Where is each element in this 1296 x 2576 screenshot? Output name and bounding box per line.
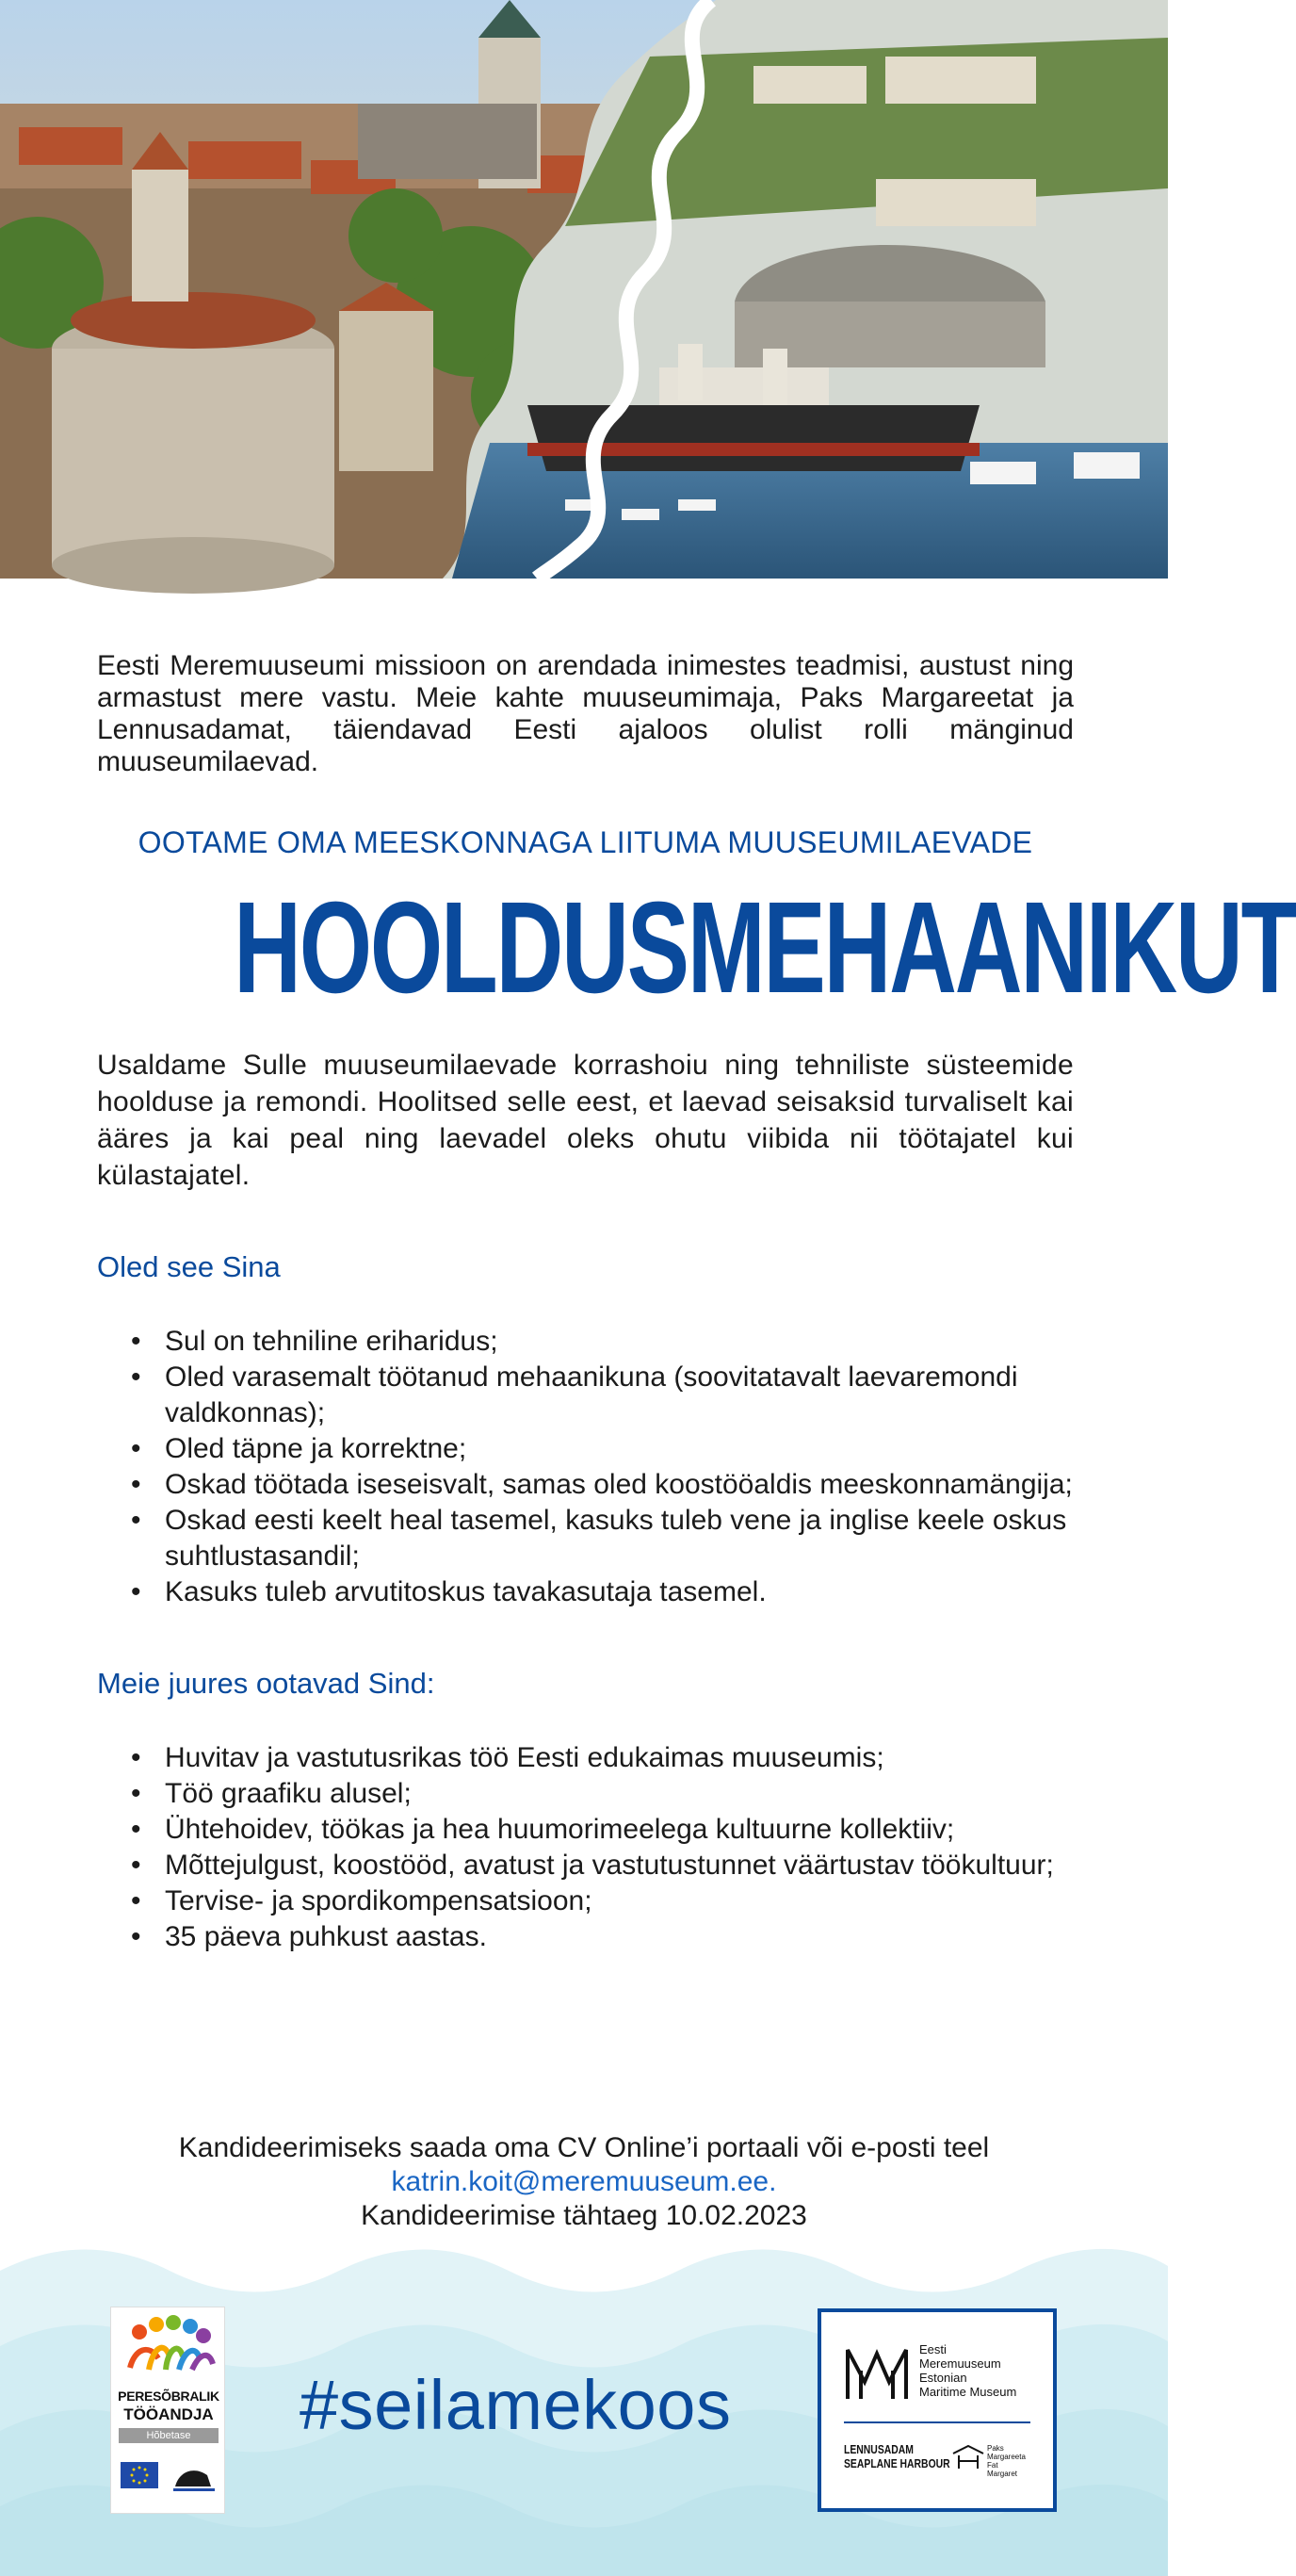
people-icon [111,2311,226,2387]
logo-line-1: PERESÕBRALIK [118,2389,219,2404]
maritime-museum-logo [818,2308,1057,2512]
list-item: • Huvitav ja vastutusrikas töö Eesti edukaimas muuseumis; [165,1740,1074,1776]
logo-line-2: TÖÖANDJA [123,2405,214,2423]
list-item: • Kasuks tuleb arvutitoskus tavakasutaja tasemel. [165,1574,1074,1610]
family-friendly-employer-logo [110,2307,225,2514]
job-ad-content [97,650,1296,1955]
name-line: Eesti [919,2342,947,2356]
requirements-title: Oled see Sina [97,1250,281,1283]
list-item: • Oled varasemalt töötanud mehaanikuna (soovitatavalt laevaremondi valdkonnas); [165,1360,1074,1431]
museum-names [919,2342,1016,2399]
offer-list [97,1740,1074,1955]
name-line: Meremuuseum [919,2356,1001,2371]
lennusadam-logo [844,2442,950,2470]
hero-image [0,0,1168,579]
lennusadam-line: SEAPLANE HARBOUR [844,2456,950,2470]
offer-title: Meie juures ootavad Sind: [97,1667,435,1700]
paks-line: Margaret [987,2470,1018,2478]
list-item: • Tervise- ja spordikompensatsioon; [165,1883,1074,1919]
list-item: • Oskad eesti keelt heal tasemel, kasuks tuleb vene ja inglise keele oskus suhtlustasandil; [165,1503,1074,1574]
list-item: • Oled täpne ja korrektne; [165,1431,1074,1467]
eu-flag-icon [117,2458,220,2502]
divider [844,2421,1030,2423]
list-item: • Oskad töötada iseseisvalt, samas oled koostööaldis meeskonnamängija; [165,1467,1074,1503]
tallinn-harbour-photo [0,0,1168,579]
name-line: Estonian [919,2371,967,2385]
intro-paragraph: Eesti Meremuuseumi missioon on arendada inimestes teadmisi, austust ning armastust mere vastu. Meie kahte muuseumimaja, Paks Margareetat ja Lennusadamat, täiendavad Eesti ajaloos olulist rolli mänginud muuseumilaevad. [97,650,1074,777]
email-link[interactable]: katrin.koit@meremuuseum.ee. [391,2166,777,2197]
lennusadam-line: LENNUSADAM [844,2442,914,2456]
paks-margareeta-logo [987,2444,1026,2478]
list-item: • Töö graafiku alusel; [165,1776,1074,1812]
role-description: Usaldame Sulle muuseumilaevade korrashoiu ning tehniliste süsteemide hoolduse ja remondi. Hoolitsed selle eest, et laevad seisaksid turvaliselt kai ääres ja kai peal ning laevadel oleks ohutu viibida nii töötajatel kui külastajatel. [97,1050,1074,1191]
apply-instructions: Kandideerimiseks saada oma CV Online’i portaali või e-posti teel [178,2132,990,2163]
requirements-list [97,1324,1074,1610]
application-deadline: Kandideerimise tähtaeg 10.02.2023 [361,2200,807,2231]
list-item: • Sul on tehniline eriharidus; [165,1324,1074,1360]
tower-icon [951,2442,985,2470]
hashtag: #seilamekoos [300,2366,732,2444]
apply-info [0,2131,1168,2233]
name-line: Maritime Museum [919,2385,1017,2399]
list-item: • Mõttejulgust, koostööd, avatust ja vastutustunnet väärtustav töökultuur; [165,1848,1074,1883]
mm-monogram-icon [844,2344,910,2403]
subheading: OOTAME OMA MEESKONNAGA LIITUMA MUUSEUMILAEVADE [138,825,1033,859]
silver-badge: Hõbetase [119,2428,219,2443]
paks-line: Margareeta [987,2453,1026,2461]
position-title: HOOLDUSMEHAANIKUT [234,875,1296,1020]
paks-line: Paks [987,2444,1004,2453]
list-item: • 35 päeva puhkust aastas. [165,1919,1074,1955]
paks-line: Fat [987,2461,998,2470]
list-item: • Ühtehoidev, töökas ja hea huumorimeelega kultuurne kollektiiv; [165,1812,1074,1848]
